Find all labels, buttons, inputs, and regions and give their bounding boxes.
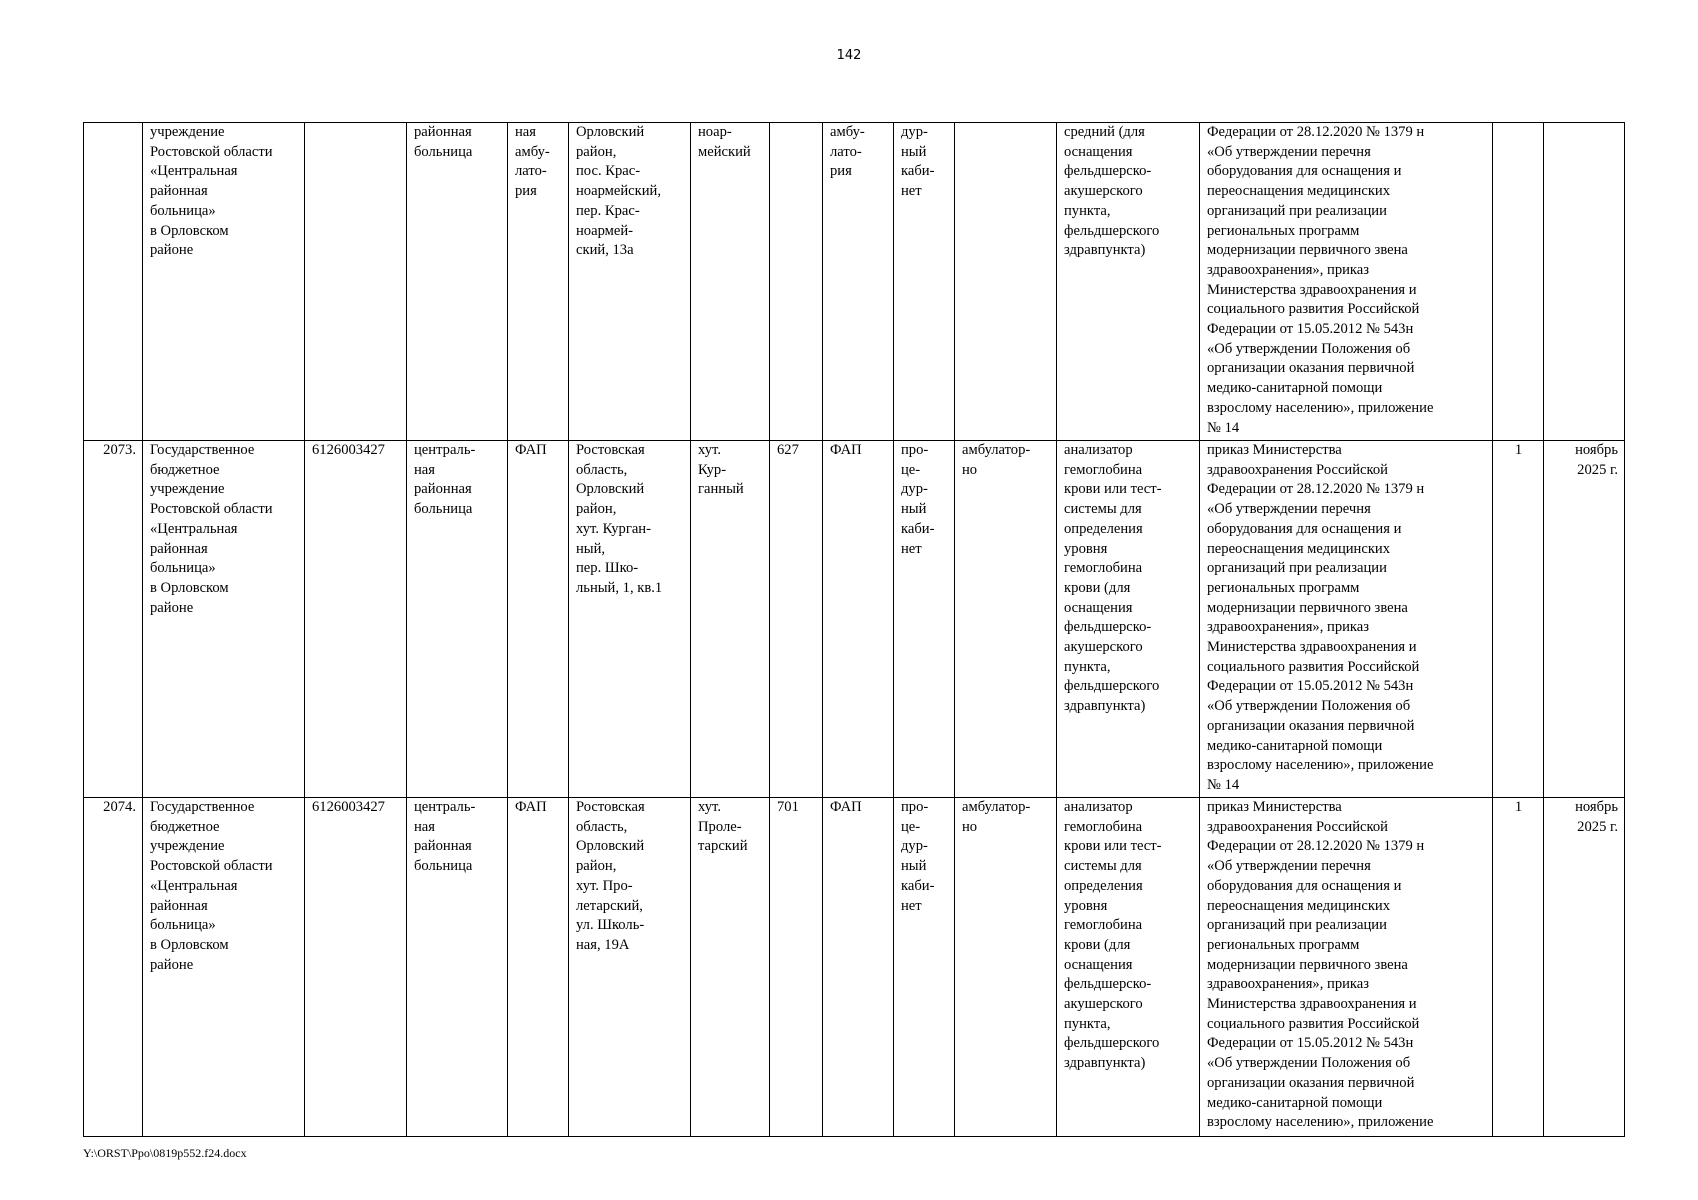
equipment: средний (для оснащения фельдшерско- акушерского пункта, фельдшерского здравпункта) xyxy=(1057,123,1200,441)
row-number: 2074. xyxy=(84,798,143,1137)
unit-type: ФАП xyxy=(508,798,569,1137)
table-row xyxy=(84,123,1625,441)
equipment: анализатор гемоглобина крови или тест- системы для определения уровня гемоглобина крови (для оснащения фельдшерско- акушерского пункта, фельдшерского здравпункта) xyxy=(1057,798,1200,1137)
row-number xyxy=(84,123,143,441)
delivery-date: ноябрь 2025 г. xyxy=(1544,441,1625,798)
population: 701 xyxy=(770,798,823,1137)
row-number: 2073. xyxy=(84,441,143,798)
organization-type: централь- ная районная больница xyxy=(407,798,508,1137)
facility: ФАП xyxy=(823,441,894,798)
quantity: 1 xyxy=(1493,441,1544,798)
legal-basis: Федерации от 28.12.2020 № 1379 н «Об утверждении перечня оборудования для оснащения и переоснащения медицинских организаций при реализации региональных программ модернизации первичного звена здравоохранения», приказ Министерства здравоохранения и социального развития Российской Федерации от 15.05.2012 № 543н «Об утверждении Положения об организации оказания первичной медико-санитарной помощи взрослому населению», приложение № 14 xyxy=(1200,123,1493,441)
organization-name: Государственное бюджетное учреждение Ростовской области «Центральная районная больница» в Орловском районе xyxy=(143,441,305,798)
document-file-path: Y:\ORST\Ppo\0819p552.f24.docx xyxy=(83,1146,247,1160)
inn xyxy=(305,123,407,441)
equipment: анализатор гемоглобина крови или тест- системы для определения уровня гемоглобина крови (для оснащения фельдшерско- акушерского пункта, фельдшерского здравпункта) xyxy=(1057,441,1200,798)
table-row xyxy=(84,441,1625,798)
inn: 6126003427 xyxy=(305,798,407,1137)
room: про- це- дур- ный каби- нет xyxy=(894,441,955,798)
quantity: 1 xyxy=(1493,798,1544,1137)
quantity xyxy=(1493,123,1544,441)
organization-type: районная больница xyxy=(407,123,508,441)
delivery-date: ноябрь 2025 г. xyxy=(1544,798,1625,1137)
facility: ФАП xyxy=(823,798,894,1137)
room: про- це- дур- ный каби- нет xyxy=(894,798,955,1137)
unit-type: ФАП xyxy=(508,441,569,798)
room: дур- ный каби- нет xyxy=(894,123,955,441)
care-condition xyxy=(955,123,1057,441)
address: Орловский район, пос. Крас- ноармейский, пер. Крас- ноармей- ский, 13а xyxy=(569,123,691,441)
delivery-date xyxy=(1544,123,1625,441)
inn: 6126003427 xyxy=(305,441,407,798)
organization-type: централь- ная районная больница xyxy=(407,441,508,798)
population: 627 xyxy=(770,441,823,798)
legal-basis: приказ Министерства здравоохранения Российской Федерации от 28.12.2020 № 1379 н «Об утверждении перечня оборудования для оснащения и переоснащения медицинских организаций при реализации региональных программ модернизации первичного звена здравоохранения», приказ Министерства здравоохранения и социального развития Российской Федерации от 15.05.2012 № 543н «Об утверждении Положения об организации оказания первичной медико-санитарной помощи взрослому населению», приложение № 14 xyxy=(1200,441,1493,798)
care-condition: амбулатор- но xyxy=(955,441,1057,798)
care-condition: амбулатор- но xyxy=(955,798,1057,1137)
organization-name: Государственное бюджетное учреждение Ростовской области «Центральная районная больница» в Орловском районе xyxy=(143,798,305,1137)
organization-name: учреждение Ростовской области «Центральная районная больница» в Орловском районе xyxy=(143,123,305,441)
locality: ноар- мейский xyxy=(691,123,770,441)
unit-type: ная амбу- лато- рия xyxy=(508,123,569,441)
address: Ростовская область, Орловский район, хут. Курган- ный, пер. Шко- льный, 1, кв.1 xyxy=(569,441,691,798)
population xyxy=(770,123,823,441)
locality: хут. Проле- тарский xyxy=(691,798,770,1137)
table-row xyxy=(84,798,1625,1137)
legal-basis: приказ Министерства здравоохранения Российской Федерации от 28.12.2020 № 1379 н «Об утверждении перечня оборудования для оснащения и переоснащения медицинских организаций при реализации региональных программ модернизации первичного звена здравоохранения», приказ Министерства здравоохранения и социального развития Российской Федерации от 15.05.2012 № 543н «Об утверждении Положения об организации оказания первичной медико-санитарной помощи взрослому населению», приложение xyxy=(1200,798,1493,1137)
equipment-table xyxy=(83,122,1625,1137)
facility: амбу- лато- рия xyxy=(823,123,894,441)
page-number: 142 xyxy=(836,48,862,63)
address: Ростовская область, Орловский район, хут. Про- летарский, ул. Школь- ная, 19А xyxy=(569,798,691,1137)
locality: хут. Кур- ганный xyxy=(691,441,770,798)
